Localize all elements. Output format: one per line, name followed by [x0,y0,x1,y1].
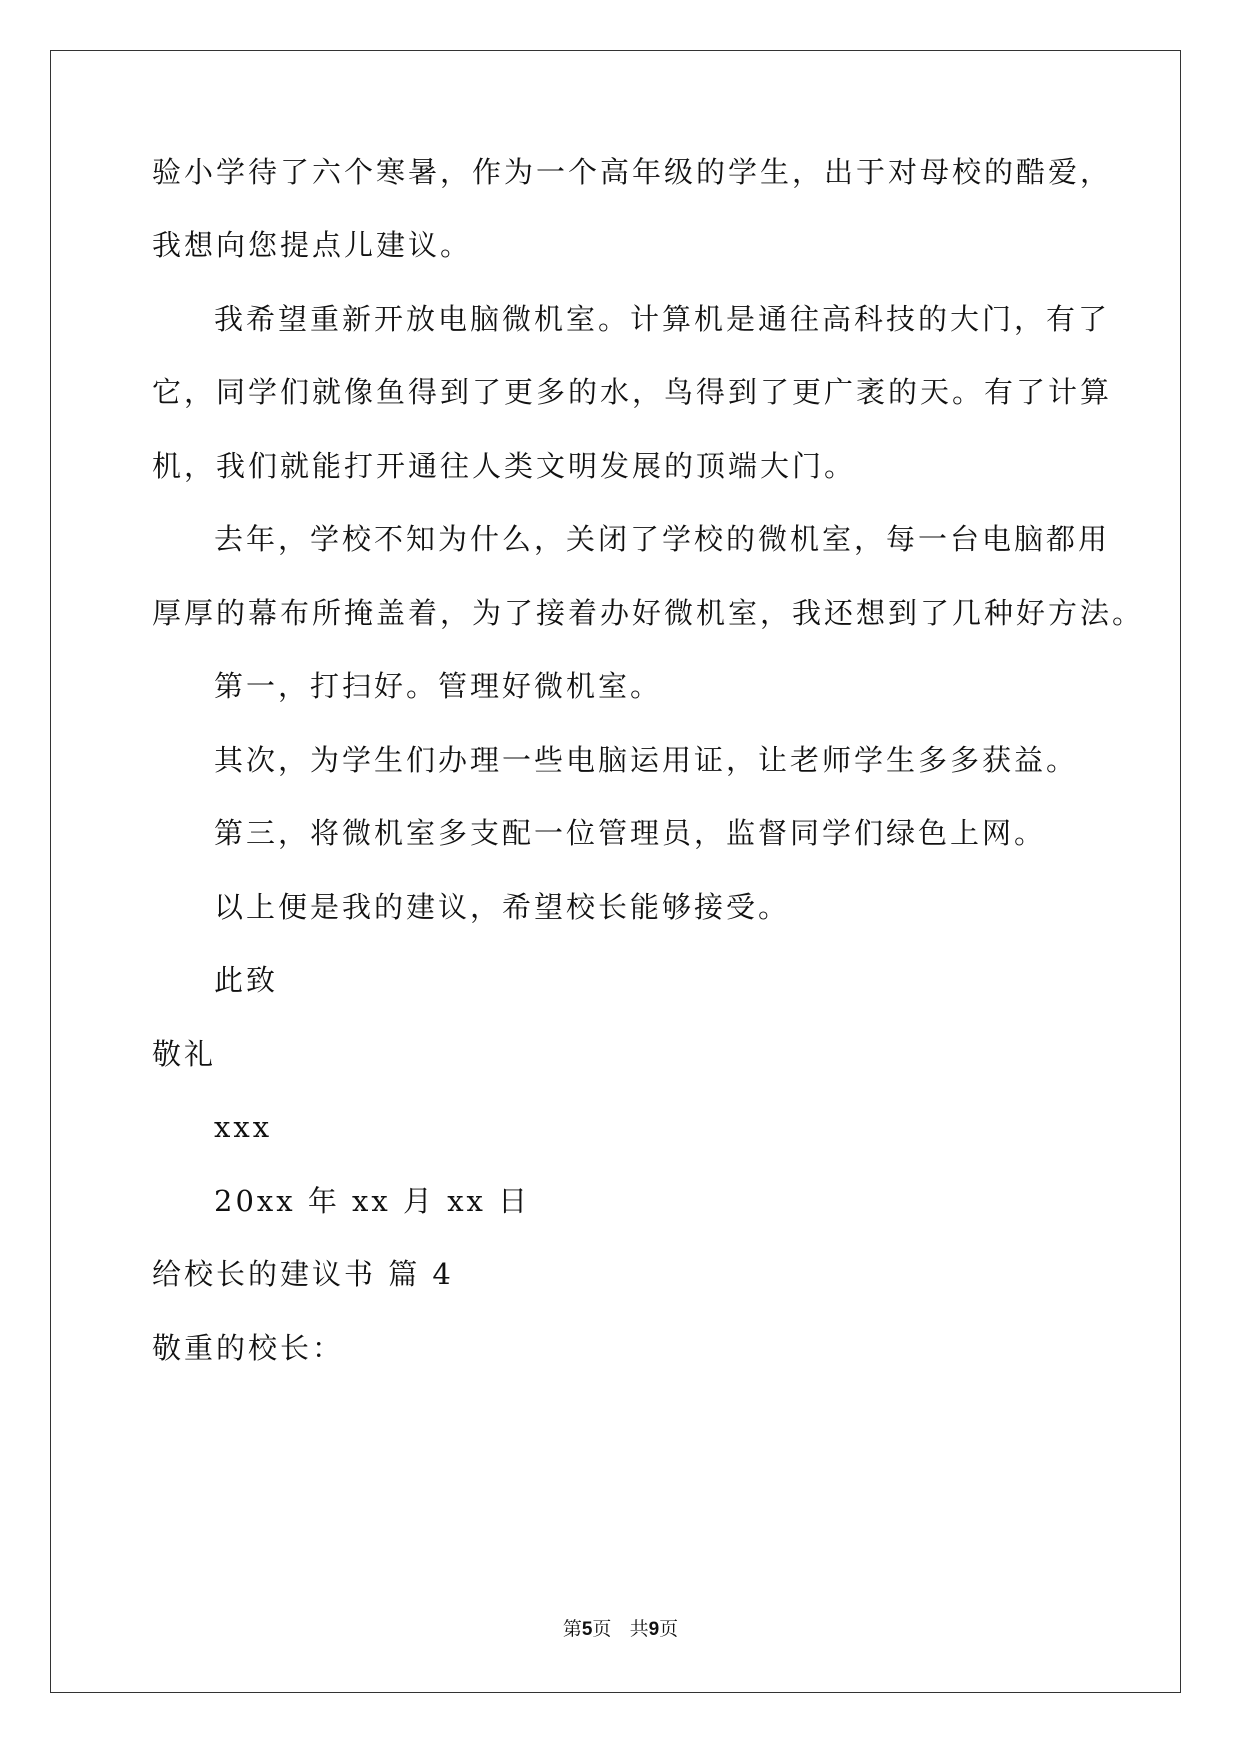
footer-total-suffix: 页 [659,1618,679,1640]
body-line-3: 我希望重新开放电脑微机室。计算机是通往高科技的大门，有了 [214,302,1111,336]
body-line-1: 验小学待了六个寒暑，作为一个高年级的学生，出于对母校的酷爱， [152,155,1113,189]
page-border [50,50,1181,1693]
closing-salutation: 此致 [214,963,279,997]
footer-total-pages: 9 [648,1619,660,1640]
footer-page-prefix: 第 [562,1618,582,1640]
body-line-10: 第三，将微机室多支配一位管理员，监督同学们绿色上网。 [214,816,1047,850]
closing-regards: 敬礼 [152,1037,217,1071]
body-line-8: 第一，打扫好。管理好微机室。 [214,669,663,703]
body-line-4: 它，同学们就像鱼得到了更多的水，鸟得到了更广袤的天。有了计算 [152,375,1113,409]
footer-total-prefix: 共 [629,1618,649,1640]
signature-date: 20xx 年 xx 月 xx 日 [214,1184,531,1218]
section-heading: 给校长的建议书 篇 4 [152,1257,454,1291]
letter-greeting: 敬重的校长： [152,1331,345,1365]
body-line-6: 去年，学校不知为什么，关闭了学校的微机室，每一台电脑都用 [214,522,1111,556]
body-line-7: 厚厚的幕布所掩盖着，为了接着办好微机室，我还想到了几种好方法。 [152,596,1145,630]
body-line-11: 以上便是我的建议，希望校长能够接受。 [214,890,791,924]
footer-page-number: 5 [581,1619,593,1640]
page-footer [0,1620,1241,1639]
body-line-5: 机，我们就能打开通往人类文明发展的顶端大门。 [152,449,857,483]
body-line-2: 我想向您提点儿建议。 [152,228,473,262]
footer-page-suffix: 页 [592,1618,612,1640]
signature-name: xxx [214,1110,273,1144]
body-line-9: 其次，为学生们办理一些电脑运用证，让老师学生多多获益。 [214,743,1079,777]
